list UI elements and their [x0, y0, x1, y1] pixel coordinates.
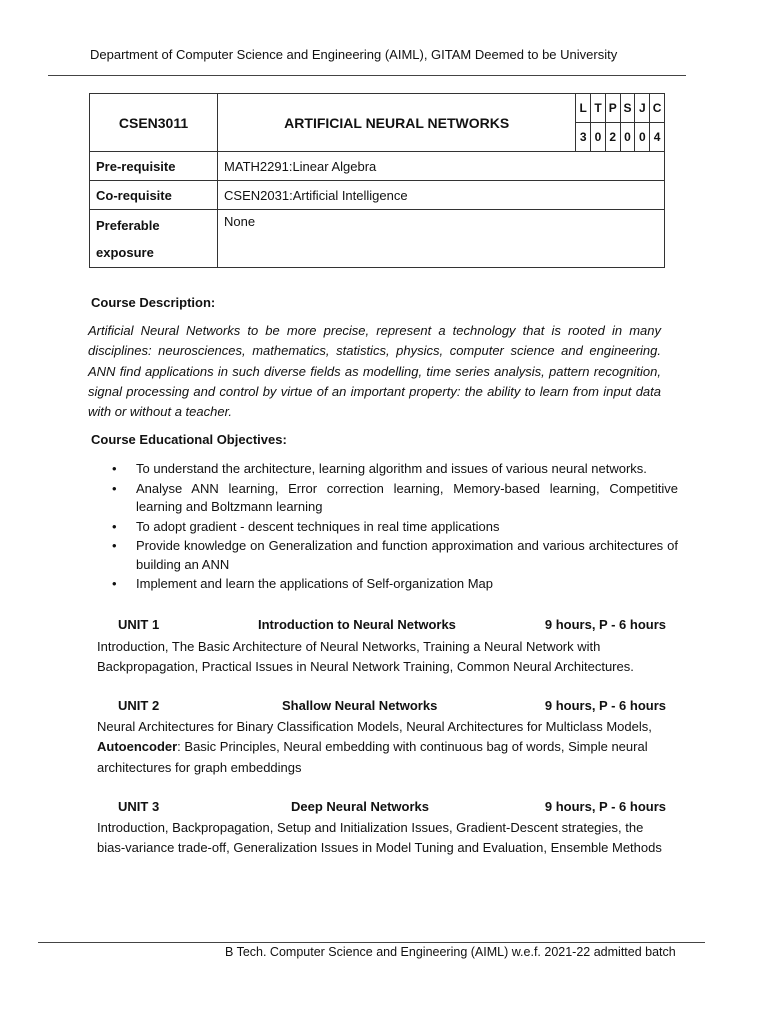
corequisite-label: Co-requisite	[90, 181, 218, 210]
footer-divider	[38, 942, 705, 943]
unit-hours: 9 hours, P - 6 hours	[544, 698, 666, 713]
objective-text: Provide knowledge on Generalization and function approximation and various architectures of building an ANN	[136, 538, 678, 572]
unit-1-body: Introduction, The Basic Architecture of Neural Networks, Training a Neural Network with Backpropagation, Practical Issues in Neural Network Training, Common Neural Architectures.	[97, 639, 634, 675]
page-header: Department of Computer Science and Engineering (AIML), GITAM Deemed to be University	[90, 47, 618, 62]
ltpsjc-value: 0	[591, 123, 606, 152]
unit-title: Shallow Neural Networks	[282, 698, 438, 713]
list-item	[110, 460, 678, 479]
unit-3-body: Introduction, Backpropagation, Setup and Initialization Issues, Gradient-Descent strategies, the bias-variance trade-off, Generalization Issues in Model Tuning and Evaluation, Ensemble Methods	[97, 820, 662, 856]
course-description-heading: Course Description:	[91, 295, 216, 310]
ltpsjc-value: 3	[576, 123, 591, 152]
unit-2-body-text-cont: : Basic Principles, Neural embedding with continuous bag of words, Simple neural architectures for graph embeddings	[97, 739, 648, 775]
ltpsjc-header: C	[650, 94, 665, 123]
objectives-list	[110, 460, 678, 595]
list-item	[110, 575, 678, 594]
prerequisite-value: MATH2291:Linear Algebra	[218, 152, 665, 181]
bullet-icon: •	[112, 518, 117, 534]
bullet-icon: •	[112, 461, 117, 476]
ltpsjc-header: P	[605, 94, 620, 123]
objectives-heading: Course Educational Objectives:	[91, 432, 287, 447]
bullet-icon: •	[112, 480, 117, 496]
page-footer: B Tech. Computer Science and Engineering (AIML) w.e.f. 2021-22 admitted batch	[225, 945, 676, 959]
unit-hours: 9 hours, P - 6 hours	[544, 617, 666, 632]
prerequisite-label: Pre-requisite	[90, 152, 218, 181]
unit-title: Deep Neural Networks	[291, 799, 429, 814]
unit-hours: 9 hours, P - 6 hours	[544, 799, 666, 814]
unit-2-heading	[118, 698, 666, 716]
list-item	[110, 537, 678, 574]
preferable-exposure-label	[90, 210, 218, 268]
ltpsjc-value: 4	[650, 123, 665, 152]
ltpsjc-value: 0	[620, 123, 635, 152]
course-code: CSEN3011	[90, 94, 218, 152]
unit-2-body	[97, 717, 663, 778]
ltpsjc-header: T	[591, 94, 606, 123]
unit-label: UNIT 2	[118, 698, 160, 713]
unit-title: Introduction to Neural Networks	[258, 617, 456, 632]
preferable-exposure-value: None	[218, 210, 665, 268]
list-item	[110, 518, 678, 537]
ltpsjc-header: S	[620, 94, 635, 123]
bullet-icon: •	[112, 576, 117, 591]
unit-label: UNIT 1	[118, 617, 160, 632]
preferable-label-line2: exposure	[96, 244, 154, 260]
ltpsjc-header: L	[576, 94, 591, 123]
objective-text: Implement and learn the applications of Self-organization Map	[136, 576, 493, 591]
unit-3-heading	[118, 799, 666, 817]
unit-2-body-text: Neural Architectures for Binary Classification Models, Neural Architectures for Multiclass Models,	[97, 719, 652, 734]
preferable-label-line1: Preferable	[96, 217, 160, 233]
course-description-text: Artificial Neural Networks to be more precise, represent a technology that is rooted in many disciplines: neurosciences, mathematics, statistics, physics, computer science and engineering. ANN find applications in such diverse fields as modelling, time series analysis, pattern recognition, signal processing and control by virtue of an important property: the ability to learn from input data with or without a teacher.	[88, 323, 661, 420]
unit-2-body-keyword: Autoencoder	[97, 739, 178, 755]
course-info-table	[89, 93, 665, 268]
objective-text: Analyse ANN learning, Error correction learning, Memory-based learning, Competitive learning and Boltzmann learning	[136, 480, 678, 514]
objective-text: To understand the architecture, learning algorithm and issues of various neural networks.	[136, 461, 647, 476]
unit-label: UNIT 3	[118, 799, 160, 814]
list-item	[110, 480, 678, 517]
header-divider	[48, 75, 686, 76]
ltpsjc-header: J	[635, 94, 650, 123]
ltpsjc-value: 0	[635, 123, 650, 152]
objective-text: To adopt gradient - descent techniques in real time applications	[136, 518, 500, 534]
course-title: ARTIFICIAL NEURAL NETWORKS	[218, 94, 576, 152]
corequisite-value: CSEN2031:Artificial Intelligence	[218, 181, 665, 210]
ltpsjc-value: 2	[605, 123, 620, 152]
unit-1-heading	[118, 617, 666, 635]
bullet-icon: •	[112, 538, 117, 553]
